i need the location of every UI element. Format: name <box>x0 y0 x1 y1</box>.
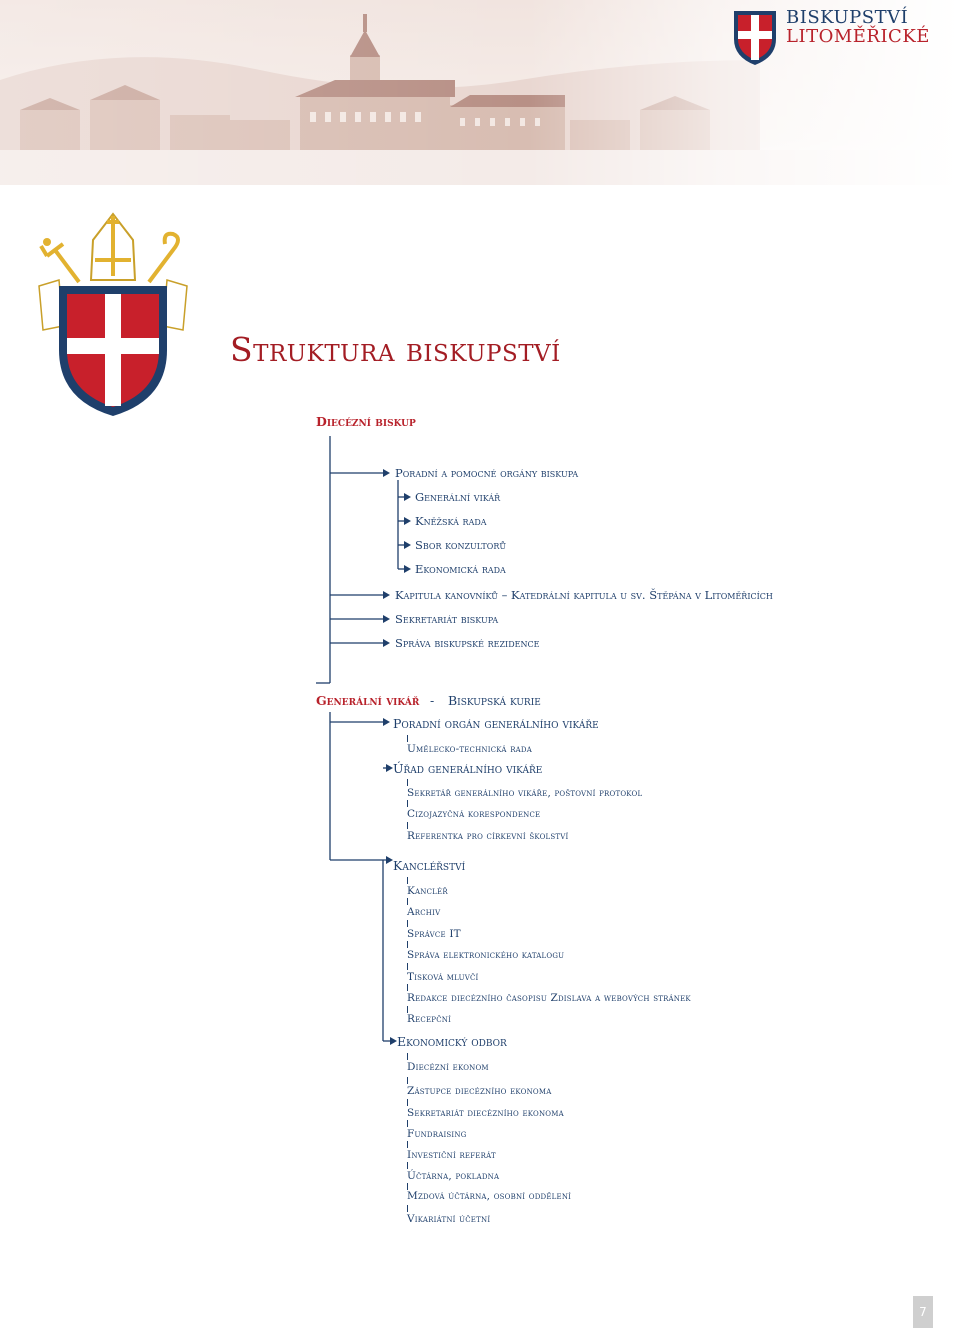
tick <box>407 1183 408 1190</box>
chancellery-heading: Kancléřství <box>393 858 466 873</box>
economic-dept-item: Vikariátní účetní <box>407 1213 491 1225</box>
tick <box>407 1141 408 1148</box>
page-number: 7 <box>913 1296 933 1328</box>
vicar-office-item: Cizojazyčná korespondence <box>407 808 541 820</box>
bishop-item-advisory: Poradní a pomocné orgány biskupa <box>395 466 579 480</box>
chancellery-item: Tisková mluvčí <box>407 971 479 983</box>
chancellery-item: Správa elektronického katalogu <box>407 949 565 961</box>
vicar-office-item: Referentka pro církevní školství <box>407 830 569 842</box>
chancellery-item: Kancléř <box>407 885 448 897</box>
chancellery-item: Správce IT <box>407 928 461 940</box>
chancellery-item: Recepční <box>407 1013 452 1025</box>
tick <box>407 941 408 948</box>
tick <box>407 1120 408 1127</box>
tick <box>407 1006 408 1013</box>
economic-dept-item: Diecézní ekonom <box>407 1061 489 1073</box>
tick <box>407 822 408 829</box>
economic-dept-item: Fundraising <box>407 1128 467 1140</box>
bishop-item-residence: Správa biskupské rezidence <box>395 636 540 650</box>
economic-dept-item: Zástupce diecézního ekonoma <box>407 1085 552 1097</box>
chancellery-item: Archiv <box>407 906 441 918</box>
advisory-body-heading: Poradní orgán generálního vikáře <box>393 716 599 731</box>
tick <box>407 898 408 905</box>
bishop-subitem-economic-council: Ekonomická rada <box>415 562 506 576</box>
chancellery-item: Redakce diecézního časopisu Zdislava a webových stránek <box>407 992 691 1004</box>
page-title: Struktura biskupství <box>230 330 561 369</box>
bishop-subitem-general-vicar: Generální vikář <box>415 490 501 504</box>
general-vicar-heading: Generální vikář <box>316 693 420 708</box>
tick <box>407 800 408 807</box>
tick <box>407 963 408 970</box>
tick <box>407 984 408 991</box>
tick <box>407 735 408 742</box>
tick <box>407 877 408 884</box>
bishop-item-chapter: Kapitula kanovníků – Katedrální kapitula u sv. Štěpána v Litoměřicích <box>395 588 773 602</box>
economic-dept-item: Sekretariát diecézního ekonoma <box>407 1107 564 1119</box>
vicar-office-item: Sekretář generálního vikáře, poštovní protokol <box>407 787 643 799</box>
tick <box>407 1162 408 1169</box>
curia-heading: Biskupská kurie <box>448 693 541 708</box>
tick <box>407 779 408 786</box>
brand-line-1: BISKUPSTVÍ <box>786 7 909 28</box>
economic-dept-item: Účtárna, pokladna <box>407 1170 500 1182</box>
tick <box>407 1205 408 1212</box>
bishop-subitem-consultors: Sbor konzultorů <box>415 538 507 552</box>
tick <box>407 920 408 927</box>
heading-dash: - <box>430 693 435 708</box>
bishop-subitem-priest-council: Kněžská rada <box>415 514 487 528</box>
tick <box>407 1099 408 1106</box>
brand-line-2: LITOMĚŘICKÉ <box>786 26 930 47</box>
economic-dept-heading: Ekonomický odbor <box>397 1034 507 1049</box>
bishop-item-secretariat: Sekretariát biskupa <box>395 612 499 626</box>
economic-dept-item: Investiční referát <box>407 1149 496 1161</box>
advisory-body-item: Umělecko-technická rada <box>407 743 532 755</box>
economic-dept-item: Mzdová účtárna, osobní oddělení <box>407 1190 572 1202</box>
vicar-office-heading: Úřad generálního vikáře <box>393 761 543 776</box>
tick <box>407 1077 408 1084</box>
tick <box>407 1053 408 1060</box>
bishop-heading: Diecézní biskup <box>316 414 416 429</box>
